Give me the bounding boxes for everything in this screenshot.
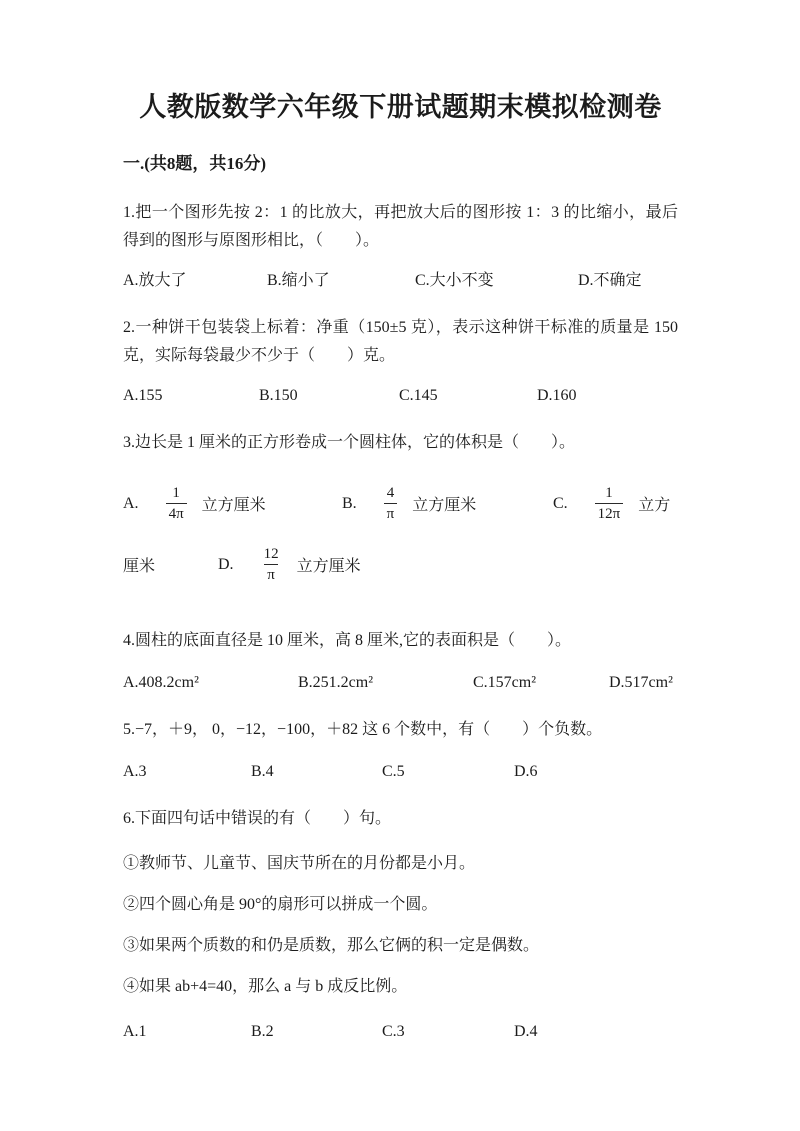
question-3: [123, 429, 678, 584]
fraction-numerator: 4: [386, 485, 395, 501]
question-4-number: 4.: [123, 632, 135, 649]
question-4-option-d: D.517cm²: [609, 674, 673, 691]
fraction-numerator: 1: [172, 485, 180, 501]
question-6-statement-2: ②四个圆心角是 90°的扇形可以拼成一个圆。: [123, 896, 438, 913]
question-6-option-a: A.1: [123, 1023, 147, 1040]
question-5-number: 5.: [123, 721, 135, 738]
question-3-number: 3.: [123, 434, 135, 451]
fraction: [261, 545, 282, 584]
question-4-option-a: A.408.2cm²: [123, 674, 199, 691]
option-a-unit: 立方厘米: [201, 497, 266, 514]
question-3-option-a: [123, 484, 342, 523]
fraction-denominator: 12π: [595, 503, 624, 523]
question-1-option-a: A.放大了: [123, 272, 187, 289]
question-4-text: [123, 627, 678, 655]
question-6: [123, 805, 678, 1042]
question-6-body: 下面四句话中错误的有（ ）句。: [135, 810, 392, 827]
fraction: [595, 484, 624, 523]
question-3-text: [123, 429, 678, 457]
option-b-label: B.: [342, 494, 357, 512]
question-5: [123, 716, 678, 782]
question-4: [123, 627, 678, 693]
question-5-text: [123, 716, 678, 744]
question-2-number: 2.: [123, 319, 135, 336]
question-2-text: [123, 314, 678, 370]
fraction: [384, 484, 398, 523]
question-4-option-b: B.251.2cm²: [298, 674, 374, 691]
option-c-label: C.: [553, 494, 568, 512]
question-1-option-b: B.缩小了: [267, 272, 330, 289]
question-5-options: [123, 761, 678, 782]
question-6-statement-1: ①教师节、儿童节、国庆节所在的月份都是小月。: [123, 855, 476, 872]
question-5-option-d: D.6: [514, 763, 538, 780]
question-3-options-row-1: [123, 484, 678, 523]
option-d-label: D.: [218, 555, 234, 573]
question-4-options: [123, 672, 678, 693]
question-3-body: 边长是 1 厘米的正方形卷成一个圆柱体，它的体积是（ ）。: [135, 434, 576, 451]
option-b-unit: 立方厘米: [412, 497, 477, 514]
question-6-option-b: B.2: [251, 1023, 274, 1040]
fraction-numerator: 1: [605, 485, 613, 501]
fraction-denominator: 4π: [166, 503, 187, 523]
question-1: [123, 199, 678, 291]
fraction: [166, 484, 187, 523]
question-4-option-c: C.157cm²: [473, 674, 537, 691]
option-d-unit: 立方厘米: [296, 558, 361, 575]
question-1-option-d: D.不确定: [578, 272, 642, 289]
question-6-text: [123, 805, 678, 833]
question-6-option-d: D.4: [514, 1023, 538, 1040]
question-6-option-c: C.3: [382, 1023, 405, 1040]
fraction-denominator: π: [384, 503, 398, 523]
question-3-option-c: [553, 484, 670, 523]
option-a-label: A.: [123, 494, 139, 512]
question-2-option-d: D.160: [537, 387, 577, 404]
option-c-unit-wrapped: 厘米: [123, 558, 156, 575]
question-3-option-d: [218, 545, 361, 584]
question-6-number: 6.: [123, 810, 135, 827]
question-3-option-b: [342, 484, 553, 523]
question-1-text: [123, 199, 678, 255]
question-1-number: 1.: [123, 204, 135, 221]
fraction-denominator: π: [264, 564, 278, 584]
question-2-option-a: A.155: [123, 387, 163, 404]
page-title: 人教版数学六年级下册试题期末模拟检测卷: [139, 92, 662, 122]
question-6-statement-4: ④如果 ab+4=40，那么 a 与 b 成反比例。: [123, 978, 408, 995]
question-1-options: [123, 270, 678, 291]
question-5-body: −7，＋9， 0，−12，−100，＋82 这 6 个数中，有（ ）个负数。: [135, 721, 603, 738]
question-6-options: [123, 1021, 678, 1042]
question-3-options-row-2: [123, 545, 678, 584]
option-c-unit: 立方: [638, 497, 671, 514]
question-5-option-b: B.4: [251, 763, 274, 780]
question-5-option-a: A.3: [123, 763, 147, 780]
question-2-option-b: B.150: [259, 387, 298, 404]
fraction-numerator: 12: [263, 546, 279, 562]
question-2: [123, 314, 678, 406]
question-4-body: 圆柱的底面直径是 10 厘米，高 8 厘米,它的表面积是（ ）。: [135, 632, 572, 649]
question-6-statement-3: ③如果两个质数的和仍是质数，那么它俩的积一定是偶数。: [123, 937, 540, 954]
question-5-option-c: C.5: [382, 763, 405, 780]
question-2-options: [123, 385, 678, 406]
question-1-option-c: C.大小不变: [415, 272, 494, 289]
question-2-body: 一种饼干包装袋上标着：净重（150±5 克），表示这种饼干标准的质量是 150 克，实际每袋最少不少于（ ）克。: [123, 319, 678, 364]
question-1-body: 把一个图形先按 2：1 的比放大，再把放大后的图形按 1：3 的比缩小，最后得到的图形与原图形相比，（ ）。: [123, 204, 678, 249]
section-heading: 一.(共8题，共16分): [123, 154, 267, 173]
question-2-option-c: C.145: [399, 387, 438, 404]
